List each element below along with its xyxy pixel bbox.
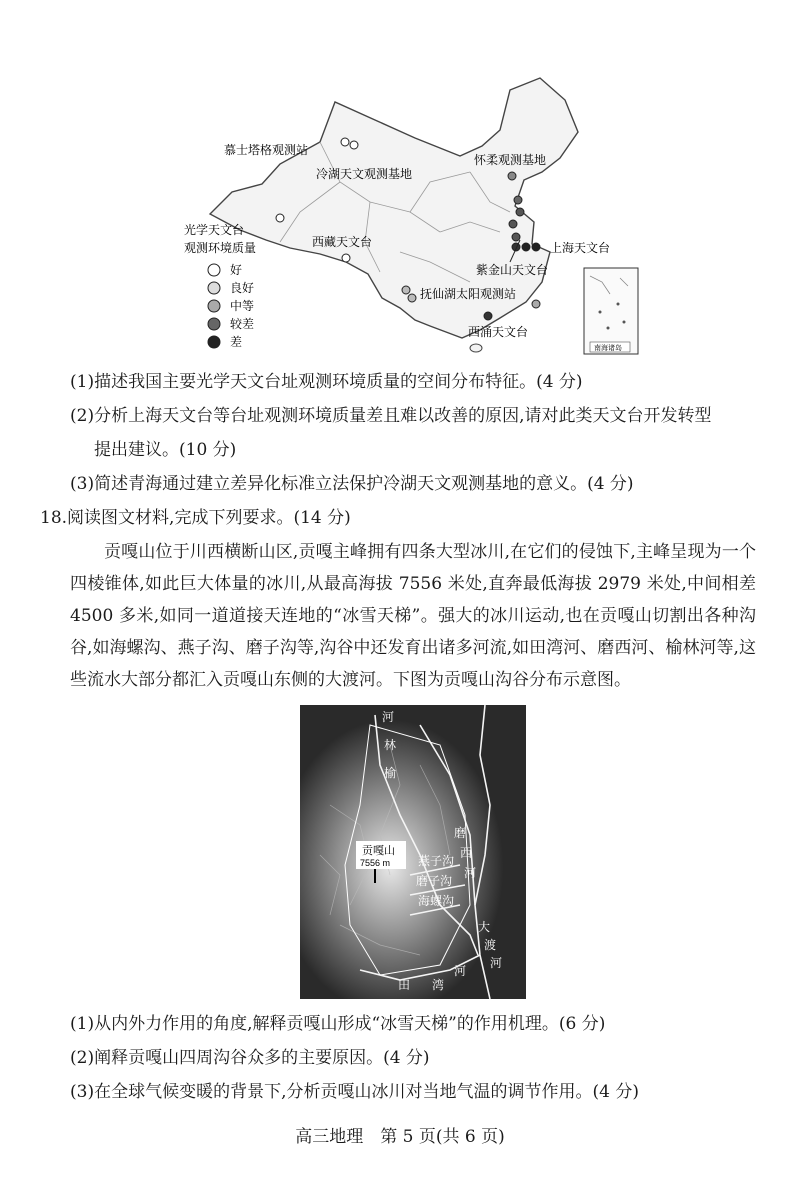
legend-title-2: 观测环境质量 — [184, 241, 257, 255]
dadu-char-1: 大 — [478, 920, 491, 934]
legend-title-1: 光学天文台 — [184, 223, 245, 237]
q17-sub3: (3)简述青海通过建立差异化标准立法保护冷湖天文观测基地的意义。(4 分) — [70, 474, 634, 494]
moxi-char-1: 磨 — [454, 826, 467, 840]
inset-label: 南海诸岛 — [594, 344, 622, 352]
q18-sub2: (2)阐释贡嘎山四周沟谷众多的主要原因。(4 分) — [70, 1048, 430, 1068]
legend-item-good: 好 — [230, 263, 243, 277]
q17-sub2-line1: (2)分析上海天文台等台址观测环境质量差且难以改善的原因,请对此类天文台开发转型 — [70, 406, 712, 426]
label-xiyong: 西涌天文台 — [468, 325, 529, 339]
page-footer: 高三地理 第 5 页(共 6 页) — [295, 1127, 505, 1147]
map-legend — [184, 222, 256, 349]
label-yanzigou: 燕子沟 — [418, 854, 455, 868]
yulin-char-2: 林 — [384, 738, 397, 752]
legend-item-poor: 较差 — [230, 317, 255, 331]
q18-heading: 18.阅读图文材料,完成下列要求。(14 分) — [40, 508, 351, 528]
q18-material: 贡嘎山位于川西横断山区,贡嘎主峰拥有四条大型冰川,在它们的侵蚀下,主峰呈现为一个四棱锥体,如此巨大体量的冰川,从最高海拔 7556 米处,直奔最低海拔 2979 米处,中间相差 4500 多米,如同一道道接天连地的“冰雪天梯”。强大的冰川运动,也在贡嘎山切割出各种沟谷,如海螺沟、燕子沟、磨子沟等,沟谷中还发育出诸多河流,如田湾河、磨西河、榆林河等,这些流水大部分都汇入贡嘎山东侧的大渡河。下图为贡嘎山沟谷分布示意图。 — [70, 542, 756, 690]
yulin-char-3: 榆 — [384, 766, 397, 780]
label-lenghu: 冷湖天文观测基地 — [316, 167, 413, 181]
label-mozigou: 磨子沟 — [416, 874, 453, 888]
q18-sub3: (3)在全球气候变暖的背景下,分析贡嘎山冰川对当地气温的调节作用。(4 分) — [70, 1082, 639, 1102]
q18-sub1: (1)从内外力作用的角度,解释贡嘎山形成“冰雪天梯”的作用机理。(6 分) — [70, 1014, 606, 1034]
label-zijinshan: 紫金山天文台 — [476, 263, 549, 277]
legend-item-fairly-good: 良好 — [230, 281, 255, 295]
q17-sub1: (1)描述我国主要光学天文台址观测环境质量的空间分布特征。(4 分) — [70, 372, 583, 392]
china-map-svg — [170, 72, 640, 358]
moxi-char-2: 西 — [460, 846, 473, 860]
legend-item-bad: 差 — [230, 335, 243, 349]
label-fuxianhu: 抚仙湖太阳观测站 — [420, 287, 517, 301]
label-hailuogou: 海螺沟 — [418, 894, 455, 908]
legend-item-medium: 中等 — [230, 299, 255, 313]
label-tibet: 西藏天文台 — [312, 235, 373, 249]
south-china-sea-inset — [584, 268, 638, 354]
gongga-map-svg — [300, 705, 526, 999]
tianwan-char-2: 湾 — [432, 978, 445, 992]
label-muztagh: 慕士塔格观测站 — [224, 143, 309, 157]
label-huairou: 怀柔观测基地 — [474, 153, 547, 167]
q17-sub2-line2: 提出建议。(10 分) — [94, 440, 237, 460]
peak-elevation: 7556 m — [360, 858, 391, 868]
china-observatory-map — [170, 72, 640, 358]
label-shanghai: 上海天文台 — [550, 241, 611, 255]
dadu-char-3: 河 — [490, 956, 503, 970]
moxi-char-3: 河 — [464, 866, 477, 880]
gongga-map — [300, 705, 526, 999]
tianwan-char-3: 田 — [398, 978, 411, 992]
tianwan-char-1: 河 — [454, 964, 467, 978]
dadu-char-2: 渡 — [484, 938, 497, 952]
yulin-char-1: 河 — [382, 710, 395, 724]
peak-name: 贡嘎山 — [362, 845, 395, 857]
